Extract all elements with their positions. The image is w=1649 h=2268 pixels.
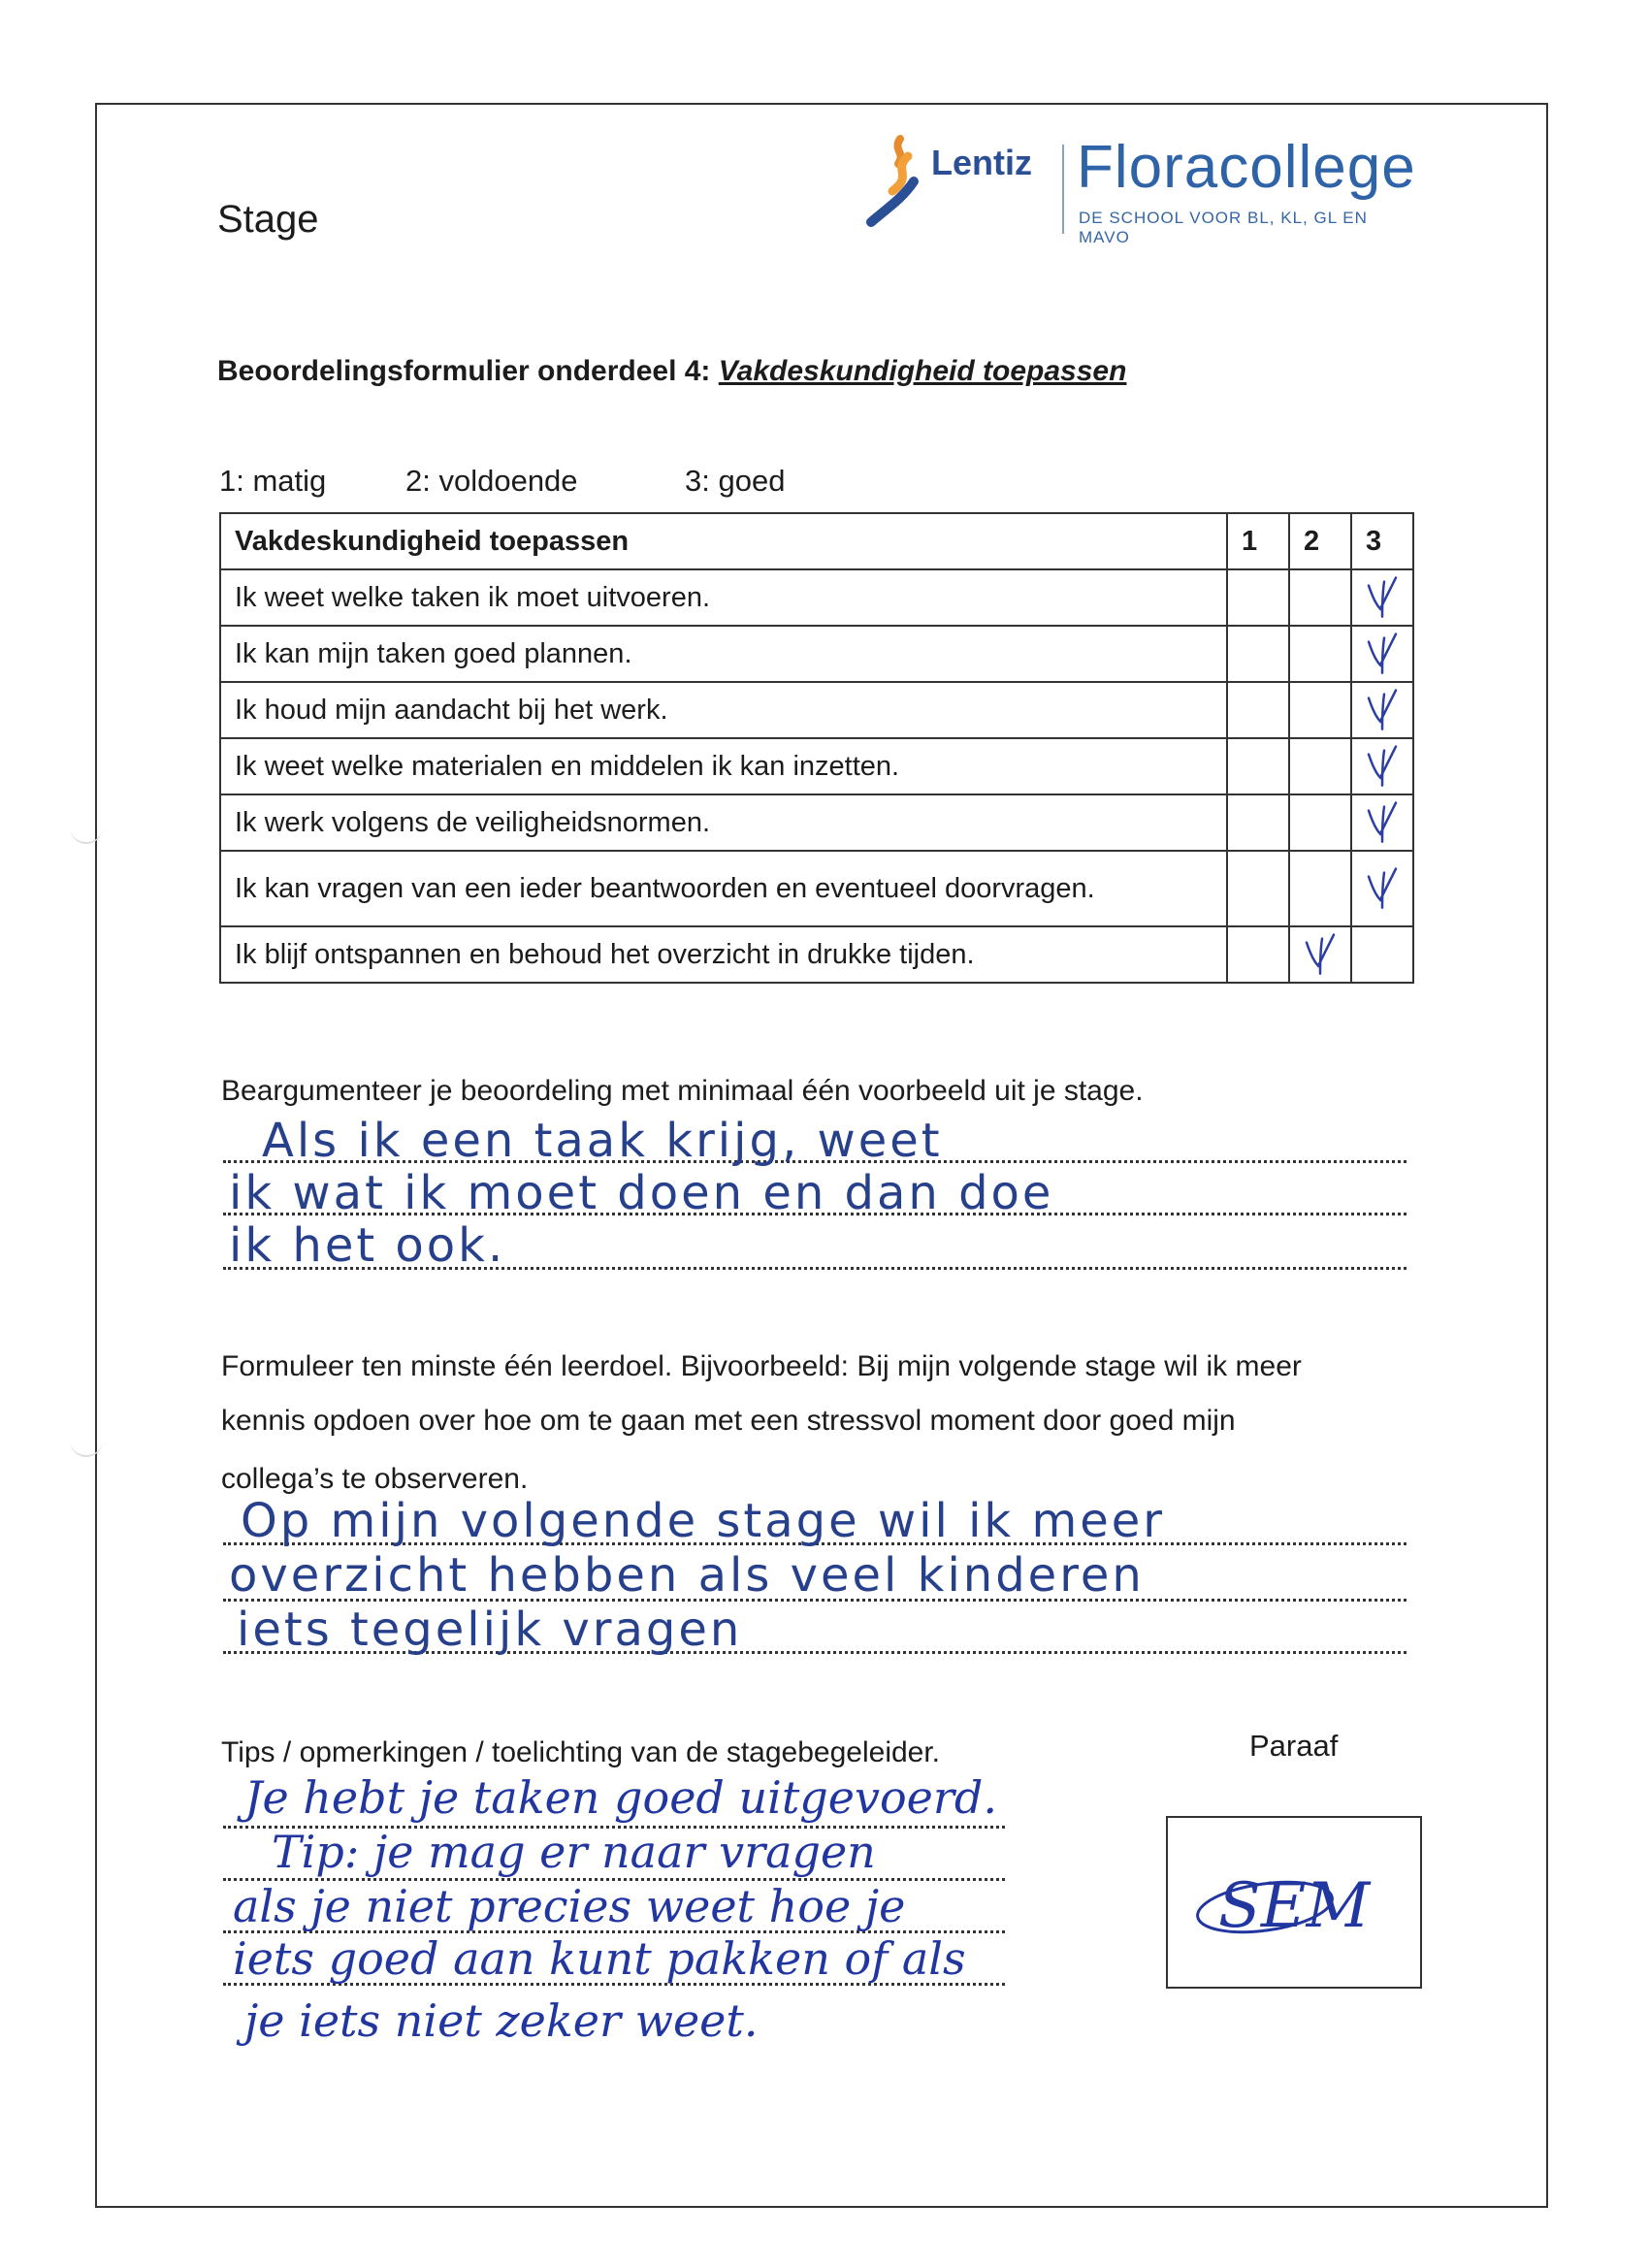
logo-divider <box>1062 145 1064 234</box>
score-cell[interactable] <box>1227 738 1289 794</box>
paraaf-box[interactable] <box>1166 1816 1422 1989</box>
score-cell[interactable] <box>1227 682 1289 738</box>
argument-prompt: Beargumenteer je beoordeling met minimaal één voorbeeld uit je stage. <box>221 1075 1144 1107</box>
scale-label-1: 1: matig <box>219 464 327 498</box>
statement: Ik blijf ontspannen en behoud het overzicht in drukke tijden. <box>220 926 1227 983</box>
learning-goal-answer-line[interactable]: overzicht hebben als veel kinderen <box>229 1548 1145 1603</box>
logo-name: Floracollege <box>1077 134 1416 201</box>
score-cell[interactable] <box>1289 851 1351 926</box>
checkmark-icon <box>1363 685 1402 731</box>
score-cell[interactable] <box>1227 569 1289 626</box>
assessment-table <box>219 512 1414 984</box>
table-header-col: 3 <box>1351 513 1413 569</box>
table-row <box>220 851 1413 926</box>
argument-answer-line[interactable]: Als ik een taak krijg, weet <box>262 1114 943 1168</box>
score-cell[interactable] <box>1227 794 1289 851</box>
tips-answer-line[interactable]: als je niet precies weet hoe je <box>233 1880 906 1932</box>
checkmark-icon <box>1363 863 1402 910</box>
statement: Ik houd mijn aandacht bij het werk. <box>220 682 1227 738</box>
statement: Ik kan vragen van een ieder beantwoorden en eventueel doorvragen. <box>220 851 1227 926</box>
checkmark-icon <box>1363 797 1402 844</box>
scale-label-3: 3: goed <box>685 464 786 498</box>
signature-icon <box>1168 1818 1420 1987</box>
logo-tagline: DE SCHOOL VOOR BL, KL, GL EN MAVO <box>1079 209 1368 246</box>
tips-answer-line[interactable]: Je hebt je taken goed uitgevoerd. <box>244 1771 997 1824</box>
argument-answer-line[interactable]: ik wat ik moet doen en dan doe <box>229 1166 1054 1220</box>
score-cell[interactable] <box>1289 738 1351 794</box>
score-cell[interactable] <box>1351 794 1413 851</box>
score-cell[interactable] <box>1227 851 1289 926</box>
score-cell[interactable] <box>1227 626 1289 682</box>
table-row <box>220 794 1413 851</box>
table-row <box>220 738 1413 794</box>
table-row <box>220 682 1413 738</box>
tips-answer-line[interactable]: Tip: je mag er naar vragen <box>272 1826 876 1878</box>
score-cell[interactable] <box>1351 626 1413 682</box>
table-row <box>220 626 1413 682</box>
table-header-col: 2 <box>1289 513 1351 569</box>
learning-goal-answer-line[interactable]: iets tegelijk vragen <box>237 1603 743 1657</box>
score-cell[interactable] <box>1289 569 1351 626</box>
form-heading <box>217 355 1126 388</box>
checkmark-icon <box>1363 629 1402 675</box>
score-cell[interactable] <box>1351 569 1413 626</box>
statement: Ik weet welke taken ik moet uitvoeren. <box>220 569 1227 626</box>
checkmark-icon <box>1363 741 1402 788</box>
signature-initials: SEM <box>1218 1870 1371 1942</box>
lentiz-flame-icon <box>863 131 931 238</box>
heading-subject: Vakdeskundigheid toepassen <box>718 355 1127 387</box>
table-row <box>220 569 1413 626</box>
score-cell[interactable] <box>1289 794 1351 851</box>
heading-prefix: Beoordelingsformulier onderdeel 4: <box>217 355 719 387</box>
score-cell[interactable] <box>1289 926 1351 983</box>
logo-brand: Lentiz <box>931 143 1032 182</box>
table-header-label: Vakdeskundigheid toepassen <box>220 513 1227 569</box>
score-cell[interactable] <box>1289 626 1351 682</box>
learning-goal-answer-line[interactable]: Op mijn volgende stage wil ik meer <box>241 1494 1166 1548</box>
tips-answer-line[interactable]: iets goed aan kunt pakken of als <box>233 1932 966 1985</box>
punch-hole <box>70 1397 103 1457</box>
table-row <box>220 926 1413 983</box>
score-cell[interactable] <box>1351 926 1413 983</box>
score-cell[interactable] <box>1351 851 1413 926</box>
tips-answer-line[interactable]: je iets niet zeker weet. <box>244 1994 759 2047</box>
statement: Ik weet welke materialen en middelen ik kan inzetten. <box>220 738 1227 794</box>
score-cell[interactable] <box>1227 926 1289 983</box>
argument-answer-line[interactable]: ik het ook. <box>229 1218 506 1273</box>
learning-goal-prompt-line: kennis opdoen over hoe om te gaan met een stressvol moment door goed mijn <box>221 1405 1236 1437</box>
learning-goal-prompt-line: collega’s te observeren. <box>221 1463 529 1495</box>
table-header-col: 1 <box>1227 513 1289 569</box>
score-cell[interactable] <box>1351 738 1413 794</box>
score-cell[interactable] <box>1289 682 1351 738</box>
checkmark-icon <box>1363 572 1402 619</box>
statement: Ik werk volgens de veiligheidsnormen. <box>220 794 1227 851</box>
checkmark-icon <box>1301 929 1340 976</box>
tips-prompt: Tips / opmerkingen / toelichting van de stagebegeleider. <box>221 1736 941 1768</box>
learning-goal-prompt-line: Formuleer ten minste één leerdoel. Bijvoorbeeld: Bij mijn volgende stage wil ik meer <box>221 1350 1302 1382</box>
table-header-row <box>220 513 1413 569</box>
statement: Ik kan mijn taken goed plannen. <box>220 626 1227 682</box>
paraaf-label: Paraaf <box>1249 1729 1339 1763</box>
page-title: Stage <box>217 198 319 241</box>
scale-label-2: 2: voldoende <box>405 464 578 498</box>
punch-hole <box>70 784 103 844</box>
school-logo <box>863 131 1416 246</box>
score-cell[interactable] <box>1351 682 1413 738</box>
